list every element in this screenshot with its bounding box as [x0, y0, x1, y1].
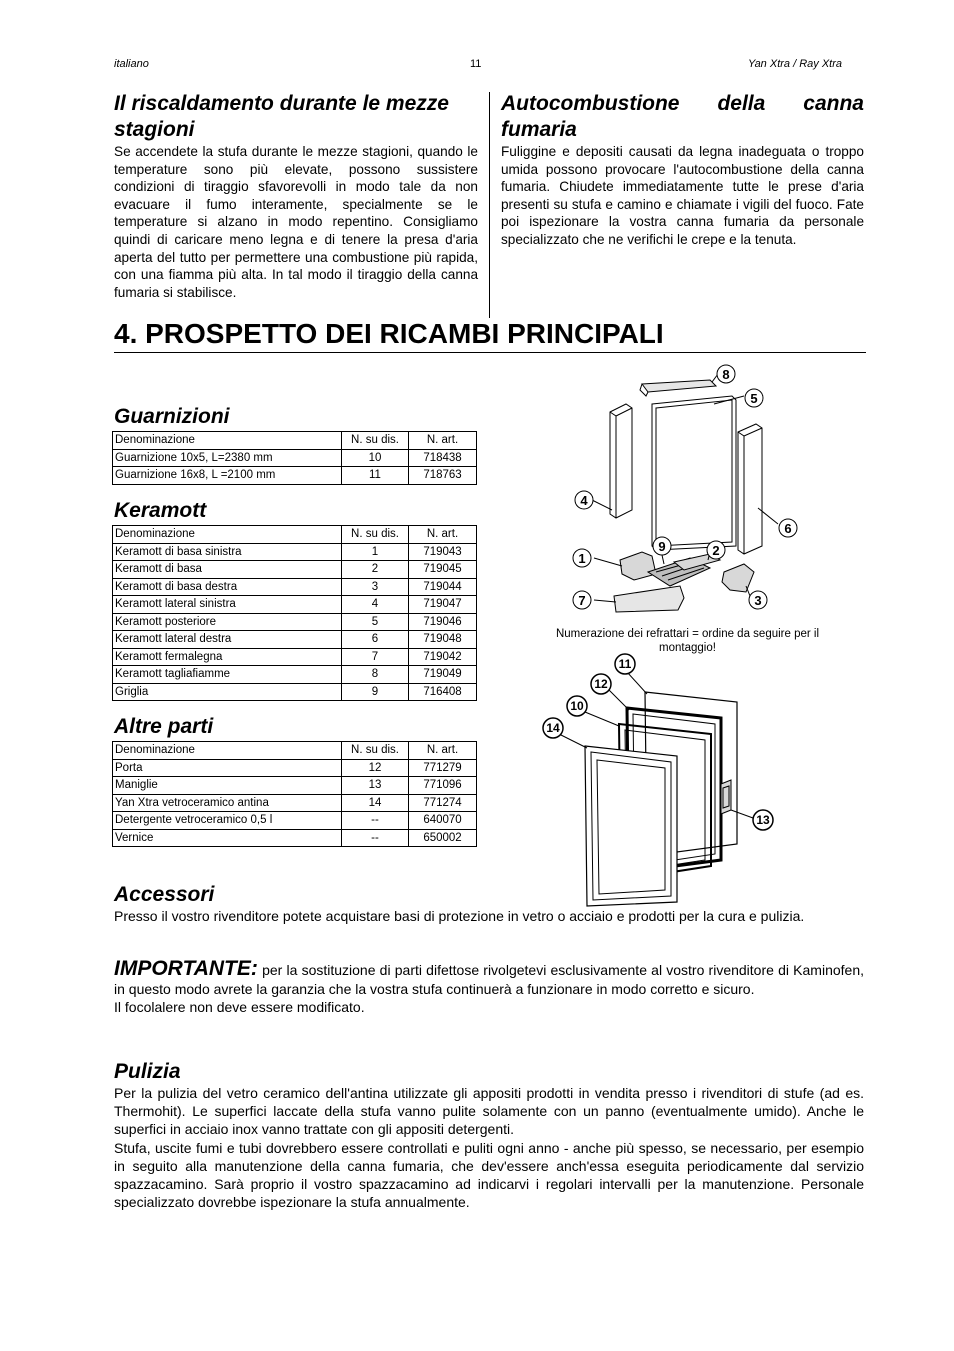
callout-9 [653, 537, 671, 555]
importante-title: IMPORTANTE: [114, 957, 258, 980]
section-importante [114, 957, 864, 1017]
header-article-no: N. art. [409, 526, 477, 544]
callout-11 [615, 654, 635, 674]
pulizia-body-2: Stufa, uscite fumi e tubi dovrebbero essere controllati e puliti ogni anno - anche più spesso, se necessario, per esempio in seguito alla manutenzione della canna fumaria, che dev'essere anch'essa eseguita periodicamente dal servizio spazzacamino. Sarà proprio il vostro spazzacamino ad indicarvi i regolari intervalli per la manutenzione. Personale specializzato dovrebbe ispezionare la stufa annualmente. [114, 1139, 864, 1211]
cell-name: Keramott lateral sinistra [113, 596, 342, 614]
header-language: italiano [114, 58, 149, 70]
callout-12 [591, 674, 611, 694]
table-row [113, 648, 477, 666]
callout-1 [573, 549, 591, 567]
table-row [113, 578, 477, 596]
table-row [113, 631, 477, 649]
cell-name: Griglia [113, 683, 342, 701]
cell-article-no: 718763 [409, 467, 477, 485]
table-row [113, 829, 477, 847]
cell-article-no: 771279 [409, 759, 477, 777]
section-body: Se accendete la stufa durante le mezze stagioni, quando le temperature sono più elevate, possono sussistere condizioni di tiraggio sfavorevolli in modo tale da non evacuare il fumo interamente, specialmente se le temperature si alzano in modo repentino. Consigliamo quindi di caricare meno legna e di tenere la presa d'aria aperta del tutto per permettere una combustione più rapida, con una fiamma più alta. In tal modo il tiraggio della canna fumaria si stabilisce. [114, 144, 478, 300]
cell-drawing-no: -- [342, 829, 409, 847]
callout-label: 8 [722, 367, 730, 382]
cell-drawing-no: 2 [342, 561, 409, 579]
table-row [113, 596, 477, 614]
cell-drawing-no: 14 [342, 794, 409, 812]
callout-7 [573, 591, 591, 609]
cell-article-no: 718438 [409, 449, 477, 467]
callout-label: 13 [756, 813, 770, 827]
header-name: Denominazione [113, 432, 342, 450]
cell-name: Keramott di basa sinistra [113, 543, 342, 561]
section-title: Pulizia [114, 1060, 181, 1083]
section-body: Fuliggine e depositi causati da legna inadeguata o troppo umida possono provocare l'autocombustione della canna fumaria. Chiudete immediatamente tutte le prese d'aria presenti su stufa e camino e chiamate i vigili del fuoco. Fate poi ispezionare la vostra canna fumaria da personale specializzato che ne verifichi le crepe e la tenuta. [501, 144, 864, 247]
diagram-caption: Numerazione dei refrattari = ordine da seguire per il montaggio! [555, 628, 820, 654]
cell-drawing-no: 10 [342, 449, 409, 467]
cell-name: Vernice [113, 829, 342, 847]
callout-8 [717, 365, 735, 383]
cell-drawing-no: 4 [342, 596, 409, 614]
altre-parti-title: Altre parti [114, 715, 214, 738]
cell-article-no: 771096 [409, 777, 477, 795]
cell-name: Guarnizione 16x8, L =2100 mm [113, 467, 342, 485]
callout-2 [707, 541, 725, 559]
refractory-exploded-diagram [560, 360, 860, 620]
cell-drawing-no: 3 [342, 578, 409, 596]
cell-name: Keramott fermalegna [113, 648, 342, 666]
cell-article-no: 650002 [409, 829, 477, 847]
cell-article-no: 719043 [409, 543, 477, 561]
cell-name: Keramott posteriore [113, 613, 342, 631]
callout-4 [575, 491, 593, 509]
cell-name: Guarnizione 10x5, L=2380 mm [113, 449, 342, 467]
section-pulizia [114, 1060, 864, 1211]
importante-paragraph [114, 957, 864, 998]
table-row [113, 666, 477, 684]
callout-label: 3 [754, 593, 762, 608]
table-row [113, 449, 477, 467]
header-article-no: N. art. [409, 742, 477, 760]
heading-rule [114, 352, 866, 353]
keramott-table [112, 525, 477, 701]
callout-label: 4 [580, 493, 588, 508]
callout-3 [749, 591, 767, 609]
section-autocombustione [501, 91, 864, 249]
section-title: Il riscaldamento durante le mezze stagioni [114, 92, 449, 141]
cell-drawing-no: 7 [342, 648, 409, 666]
table-header-row [113, 742, 477, 760]
cell-name: Keramott di basa destra [113, 578, 342, 596]
callout-label: 14 [546, 721, 560, 735]
pulizia-body-1: Per la pulizia del vetro ceramico dell'antina utilizzate gli appositi prodotti in vendita presso i rivenditori di stufe (ad es. Thermohit). Le superfici laccate della stufa vanno pulite solamente con un panno (eventualmente umido). Anche le superfici in acciaio inox vanno trattate con gli appositi detergenti. [114, 1085, 864, 1138]
cell-article-no: 719048 [409, 631, 477, 649]
cell-article-no: 719047 [409, 596, 477, 614]
guarnizioni-title: Guarnizioni [114, 405, 230, 428]
cell-name: Maniglie [113, 777, 342, 795]
header-article-no: N. art. [409, 432, 477, 450]
callout-label: 5 [750, 391, 758, 406]
cell-name: Keramott lateral destra [113, 631, 342, 649]
right-panel-shape [738, 424, 762, 554]
callout-label: 10 [570, 699, 584, 713]
baffle-shape [642, 380, 716, 392]
door-exploded-diagram [535, 650, 785, 910]
callout-label: 1 [578, 551, 586, 566]
cell-article-no: 716408 [409, 683, 477, 701]
callout-label: 6 [784, 521, 792, 536]
cell-article-no: 719045 [409, 561, 477, 579]
cell-drawing-no: 5 [342, 613, 409, 631]
section-accessori [114, 883, 864, 925]
header-name: Denominazione [113, 742, 342, 760]
guarnizioni-table [112, 431, 477, 485]
section-title: Accessori [114, 883, 215, 906]
table-row [113, 683, 477, 701]
cell-article-no: 719042 [409, 648, 477, 666]
table-row [113, 543, 477, 561]
table-row [113, 467, 477, 485]
section-body: Presso il vostro rivenditore potete acquistare basi di protezione in vetro o acciaio e prodotti per la cura e pulizia. [114, 908, 805, 924]
callout-label: 7 [578, 593, 586, 608]
callout-10 [567, 696, 587, 716]
table-row [113, 759, 477, 777]
header-drawing-no: N. su dis. [342, 432, 409, 450]
cell-drawing-no: 8 [342, 666, 409, 684]
cell-article-no: 640070 [409, 812, 477, 830]
callout-label: 2 [712, 543, 720, 558]
cell-article-no: 719046 [409, 613, 477, 631]
back-panel-shape [652, 396, 736, 550]
callout-5 [745, 389, 763, 407]
table-row [113, 777, 477, 795]
cell-drawing-no: 1 [342, 543, 409, 561]
table-row [113, 794, 477, 812]
left-panel-shape [610, 404, 632, 518]
cell-name: Yan Xtra vetroceramico antina [113, 794, 342, 812]
cell-drawing-no: 12 [342, 759, 409, 777]
page-title: 4. PROSPETTO DEI RICAMBI PRINCIPALI [114, 318, 664, 349]
cell-name: Keramott tagliafiamme [113, 666, 342, 684]
base-right-shape [722, 564, 754, 592]
cell-drawing-no: -- [342, 812, 409, 830]
table-header-row [113, 432, 477, 450]
header-drawing-no: N. su dis. [342, 742, 409, 760]
cell-article-no: 719049 [409, 666, 477, 684]
header-product: Yan Xtra / Ray Xtra [748, 58, 842, 70]
table-header-row [113, 526, 477, 544]
cell-drawing-no: 13 [342, 777, 409, 795]
cell-drawing-no: 11 [342, 467, 409, 485]
cell-name: Detergente vetroceramico 0,5 l [113, 812, 342, 830]
log-holder-shape [614, 586, 684, 612]
callout-6 [779, 519, 797, 537]
callout-label: 12 [594, 677, 608, 691]
cell-name: Keramott di basa [113, 561, 342, 579]
base-left-shape [620, 552, 656, 580]
keramott-title: Keramott [114, 499, 207, 522]
header-name: Denominazione [113, 526, 342, 544]
cell-article-no: 719044 [409, 578, 477, 596]
importante-note: Il focolalere non deve essere modificato. [114, 999, 365, 1015]
cell-drawing-no: 6 [342, 631, 409, 649]
importante-body: per la sostituzione di parti difettose rivolgetevi esclusivamente al vostro rivenditore di Kaminofen, in questo modo avrete la garanzia che la vostra stufa continuerà a funzionare in modo corretto e sicuro. [114, 962, 864, 997]
page-number: 11 [470, 58, 482, 70]
header-drawing-no: N. su dis. [342, 526, 409, 544]
table-row [113, 812, 477, 830]
table-row [113, 561, 477, 579]
callout-label: 9 [658, 539, 666, 554]
callout-13 [753, 810, 773, 830]
callout-label: 11 [618, 657, 632, 671]
section-mezze-stagioni [114, 91, 478, 301]
table-row [113, 613, 477, 631]
cell-drawing-no: 9 [342, 683, 409, 701]
column-divider [489, 92, 490, 318]
callout-14 [543, 718, 563, 738]
cell-article-no: 771274 [409, 794, 477, 812]
altre-parti-table [112, 741, 477, 847]
cell-name: Porta [113, 759, 342, 777]
section-title: Autocombustione della canna fumaria [501, 92, 864, 141]
